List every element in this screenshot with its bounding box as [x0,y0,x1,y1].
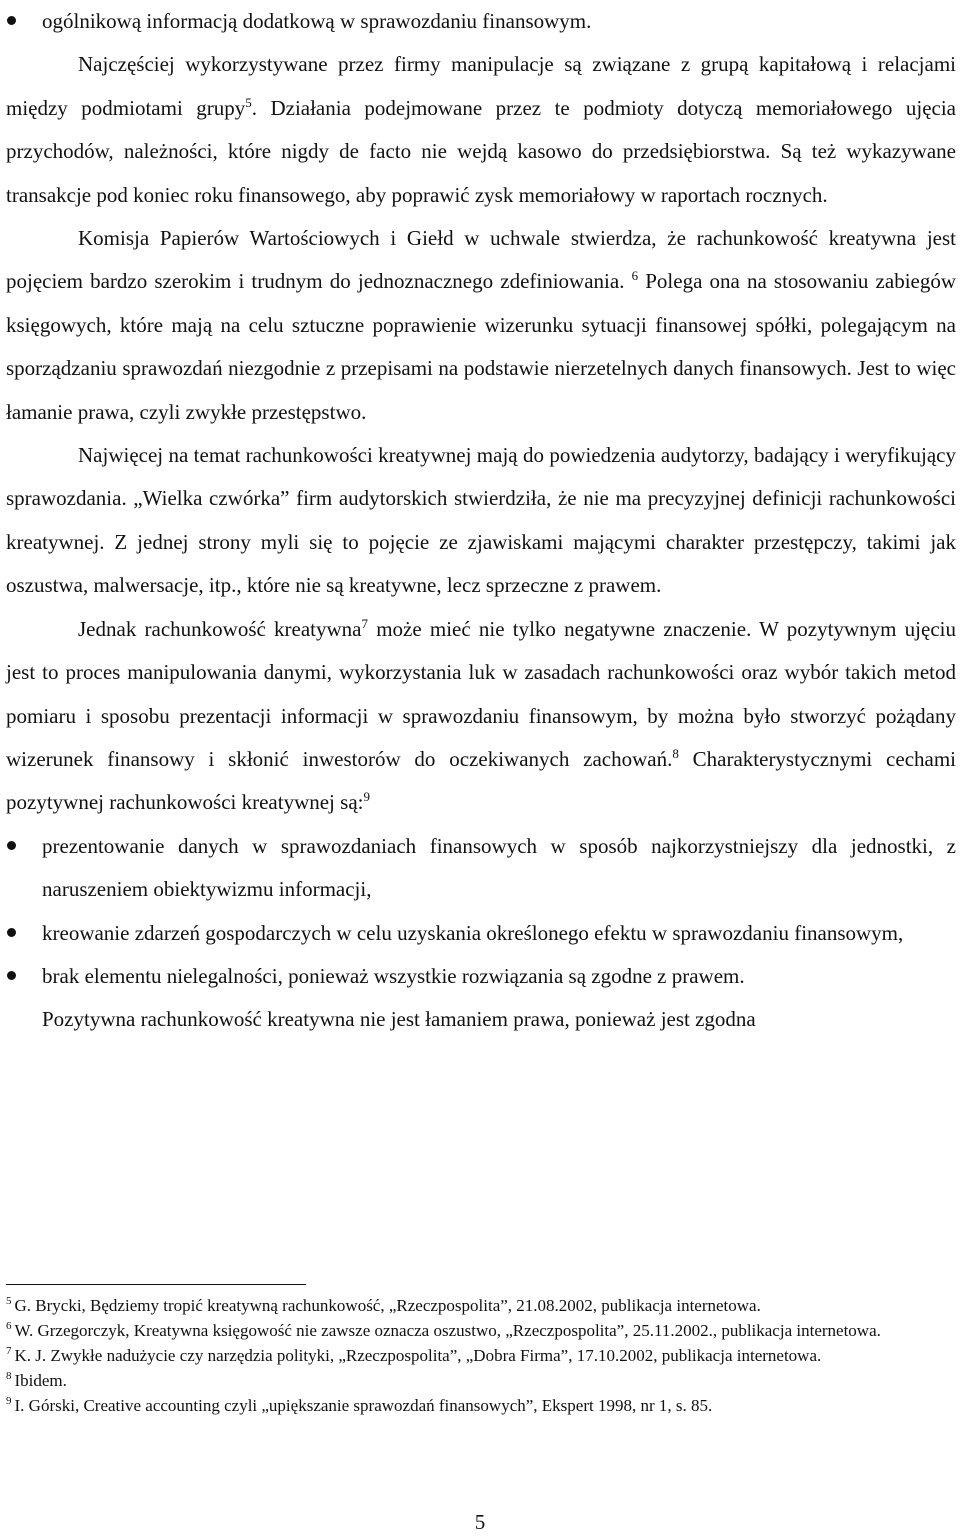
footnote-5 [6,1296,956,1316]
bullet-item: brak elementu nielegalności, ponieważ wszystkie rozwiązania są zgodne z prawem. [6,955,956,998]
bullet-item: kreowanie zdarzeń gospodarczych w celu uzyskania określonego efektu w sprawozdaniu finansowym, [6,912,956,955]
footnote-ref-9[interactable]: 9 [363,789,370,805]
paragraph-1-text-b: . Działania podejmowane przez te podmioty dotyczą memoriałowego ujęcia przychodów, należności, które nigdy de facto nie wejdą kasowo do przedsiębiorstwa. Są też wykazywane transakcje pod koniec roku finansowego, aby poprawić zysk memoriałowy w raportach rocznych. [6,95,956,207]
bullet-text: ogólnikową informacją dodatkową w sprawozdaniu finansowym. [42,9,592,33]
footnote-number: 8 [6,1370,12,1383]
footnote-text: W. Grzegorczyk, Kreatywna księgowość nie zawsze oznacza oszustwo, „Rzeczpospolita”, 25.11.2002., publikacja internetowa. [14,1321,881,1340]
footnote-ref-7[interactable]: 7 [361,615,368,631]
paragraph-4-text-c: Charakterystycznymi cechami pozytywnej rachunkowości kreatywnej są: [6,746,957,815]
footnotes [6,1296,956,1421]
paragraph-4-text-b: może mieć nie tylko negatywne znaczenie. W pozytywnym ujęciu jest to proces manipulowania danymi, wykorzystania luk w zasadach rachunkowości oraz wybór takich metod pomiaru i sposobu prezentacji informacji w sprawozdaniu finansowym, by można było stworzyć pożądany wizerunek finansowy i skłonić inwestorów do oczekiwanych zachowań. [6,616,956,771]
paragraph-3: Najwięcej na temat rachunkowości kreatywnej mają do powiedzenia audytorzy, badający i weryfikujący sprawozdania. „Wielka czwórka” firm audytorskich stwierdziła, że nie ma precyzyjnej definicji rachunkowości kreatywnej. Z jednej strony myli się to pojęcie ze zjawiskami mającymi charakter przestępczy, takimi jak oszustwa, malwersacje, itp., które nie są kreatywne, lecz sprzeczne z prawem. [6,443,956,598]
footnote-text: I. Górski, Creative accounting czyli „upiększanie sprawozdań finansowych”, Ekspert 1998, nr 1, s. 85. [14,1396,713,1415]
footnote-ref-8[interactable]: 8 [672,745,679,761]
page-number: 5 [474,1510,486,1534]
paragraph-1 [6,43,956,217]
paragraph-1-text-a: Najczęściej wykorzystywane przez firmy manipulacje są związane z grupą kapitałową i relacjami między podmiotami grupy [6,52,956,120]
footnote-7 [6,1346,956,1366]
footnote-number: 6 [6,1320,12,1333]
paragraph-5: Pozytywna rachunkowość kreatywna nie jest łamaniem prawa, ponieważ jest zgodna [42,1007,756,1032]
paragraph-2-text-b: Polega ona na stosowaniu zabiegów księgowych, które mają na celu sztuczne poprawienie wizerunku sytuacji finansowej spółki, polegającym na sporządzaniu sprawozdań niezgodnie z przepisami na podstawie nierzetelnych danych finansowych. Jest to więc łamanie prawa, czyli zwykłe przestępstwo. [6,269,957,424]
main-text [6,0,956,1042]
footnote-text: Ibidem. [14,1371,67,1390]
footnote-separator [6,1284,306,1285]
paragraph-4 [6,608,956,825]
footnote-text: K. J. Zwykłe nadużycie czy narzędzia polityki, „Rzeczpospolita”, „Dobra Firma”, 17.10.2002, publikacja internetowa. [14,1346,822,1365]
bullet-item [6,0,956,43]
footnote-text: G. Brycki, Będziemy tropić kreatywną rachunkowość, „Rzeczpospolita”, 21.08.2002, publikacja internetowa. [14,1296,761,1315]
footnote-number: 9 [6,1395,12,1408]
paragraph-2-text-a: Komisja Papierów Wartościowych i Giełd w uchwale stwierdza, że rachunkowość kreatywna jest pojęciem bardzo szerokim i trudnym do jednoznacznego zdefiniowania. [6,226,956,294]
bullet-item: prezentowanie danych w sprawozdaniach finansowych w sposób najkorzystniejszy dla jednostki, z naruszeniem obiektywizmu informacji, [6,825,956,912]
footnote-6 [6,1321,956,1341]
paragraph-2 [6,217,956,434]
footnote-9 [6,1396,956,1416]
footnote-number: 7 [6,1345,12,1358]
footnote-number: 5 [6,1295,12,1308]
footnote-ref-6[interactable]: 6 [631,268,639,284]
footnote-ref-5[interactable]: 5 [245,94,252,110]
paragraph-4-text-a: Jednak rachunkowość kreatywna [78,616,362,641]
footnote-8 [6,1371,956,1391]
